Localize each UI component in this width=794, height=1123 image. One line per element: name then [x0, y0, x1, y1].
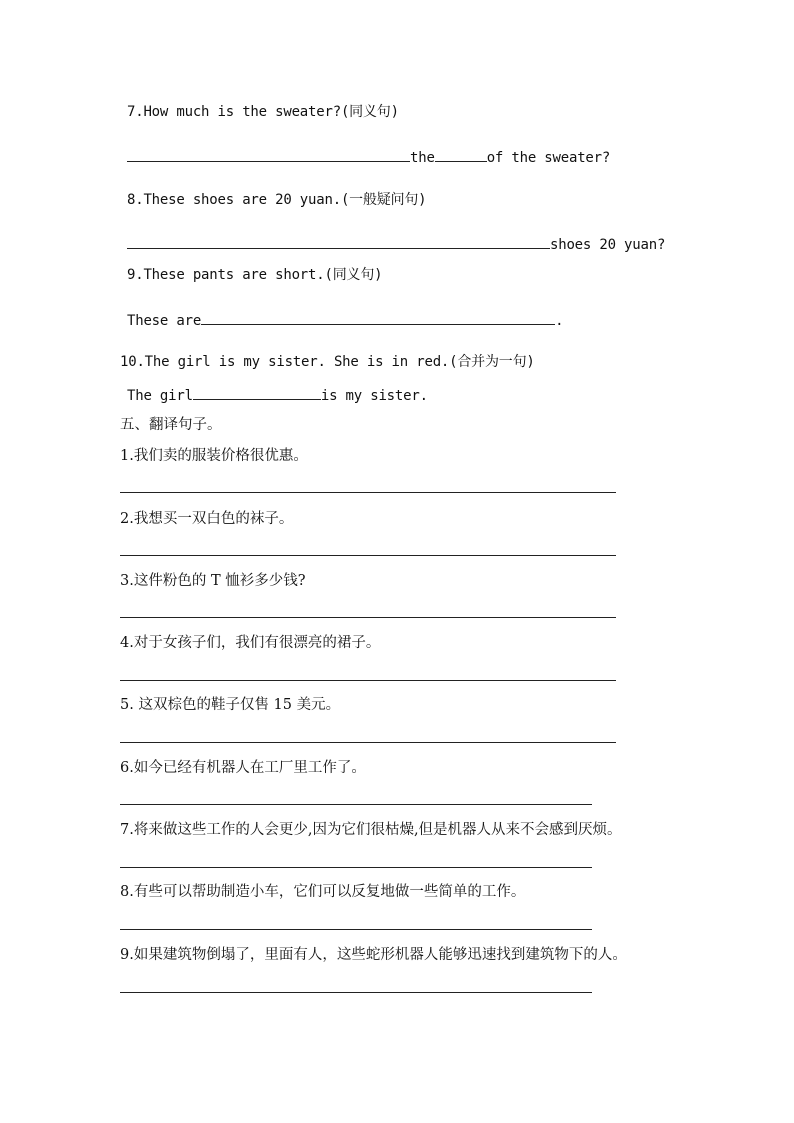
q10-blank[interactable]	[193, 385, 321, 400]
translate-answer-line-4[interactable]	[120, 680, 616, 681]
q7-answer-end: of the sweater?	[486, 150, 611, 166]
translate-item-3: 3.这件粉色的 T 恤衫多少钱?	[120, 573, 306, 589]
translate-answer-line-5[interactable]	[120, 742, 616, 743]
translate-answer-line-1[interactable]	[120, 492, 616, 493]
q7-blank-2[interactable]	[435, 147, 487, 162]
translate-item-6: 6.如今已经有机器人在工厂里工作了。	[120, 760, 366, 776]
translate-answer-line-9[interactable]	[120, 992, 592, 993]
q9-blank[interactable]	[201, 310, 555, 325]
translate-answer-line-3[interactable]	[120, 617, 616, 618]
q8-answer-end: shoes 20 yuan?	[550, 237, 666, 253]
q9-answer-line	[127, 310, 563, 330]
q7-prompt: 7.How much is the sweater?(同义句)	[127, 104, 399, 120]
translate-item-4: 4.对于女孩子们，我们有很漂亮的裙子。	[120, 635, 381, 651]
translate-item-1: 1.我们卖的服装价格很优惠。	[120, 448, 308, 464]
q8-prompt: 8.These shoes are 20 yuan.(一般疑问句)	[127, 192, 427, 208]
translate-answer-line-8[interactable]	[120, 929, 592, 930]
q9-answer-start: These are	[127, 313, 202, 329]
q10-prompt: 10.The girl is my sister. She is in red.(合并为一句)	[120, 354, 535, 370]
translate-item-8: 8.有些可以帮助制造小车，它们可以反复地做一些简单的工作。	[120, 884, 526, 900]
translate-item-2: 2.我想买一双白色的袜子。	[120, 511, 294, 527]
translate-item-7: 7.将来做这些工作的人会更少,因为它们很枯燥,但是机器人从来不会感到厌烦。	[120, 822, 622, 838]
translate-answer-line-6[interactable]	[120, 804, 592, 805]
translate-item-9: 9.如果建筑物倒塌了，里面有人，这些蛇形机器人能够迅速找到建筑物下的人。	[120, 947, 627, 963]
q10-answer-end: is my sister.	[320, 388, 428, 404]
q9-prompt: 9.These pants are short.(同义句)	[127, 267, 383, 283]
translate-answer-line-7[interactable]	[120, 867, 592, 868]
q10-answer-start: The girl	[127, 388, 193, 404]
q8-blank[interactable]	[127, 234, 550, 249]
translate-answer-line-2[interactable]	[120, 555, 616, 556]
translate-heading: 五、翻译句子。	[120, 417, 222, 433]
q7-blank-1[interactable]	[127, 147, 410, 162]
q7-answer-line	[127, 147, 610, 167]
q10-answer-line	[127, 385, 428, 405]
q8-answer-line	[127, 234, 665, 254]
translate-item-5: 5. 这双棕色的鞋子仅售 15 美元。	[120, 697, 341, 713]
q9-answer-end: .	[555, 313, 564, 329]
q7-answer-mid: the	[410, 150, 435, 166]
